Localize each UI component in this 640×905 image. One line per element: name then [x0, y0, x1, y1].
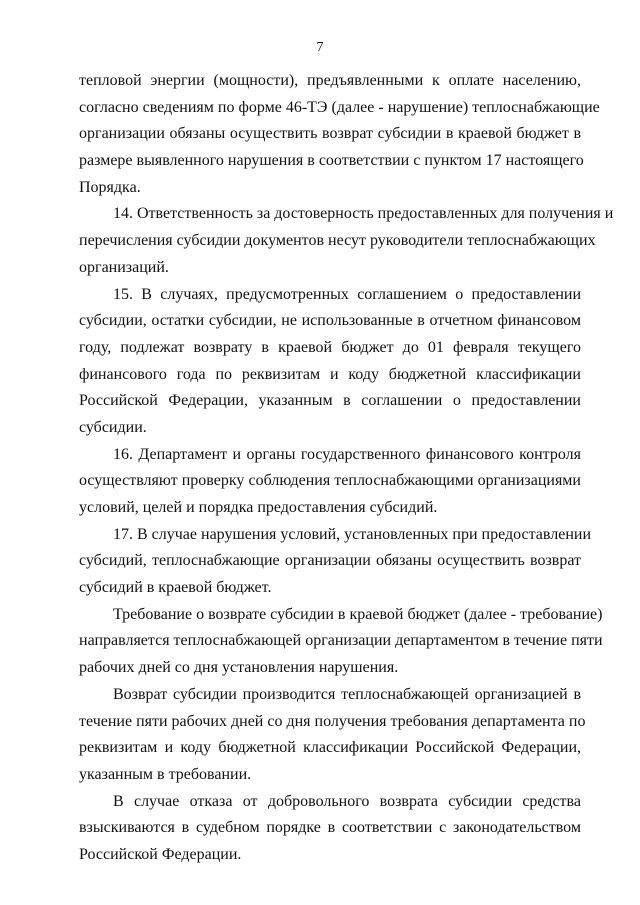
paragraph-14	[79, 201, 614, 281]
text-line: направляется теплоснабжающей организации департаментом в течение пяти	[79, 632, 603, 650]
text-line: Порядка.	[79, 178, 141, 196]
paragraph-refund	[79, 682, 586, 789]
text-line: году, подлежат возврату в краевой бюджет до 01 февраля текущего	[79, 338, 581, 356]
text-line: Российской Федерации.	[79, 845, 242, 863]
page-number: 7	[316, 40, 324, 55]
text-line: организаций.	[79, 258, 169, 276]
text-line: субсидий, теплоснабжающие организации обязаны осуществить возврат	[79, 552, 581, 570]
text-line: 16. Департамент и органы государственного финансового контроля	[113, 445, 581, 463]
text-line: тепловой энергии (мощности), предъявленными к оплате населению,	[79, 72, 581, 89]
document-body	[79, 68, 614, 869]
text-line: субсидии.	[79, 418, 147, 436]
text-line: 14. Ответственность за достоверность предоставленных для получения и	[113, 205, 614, 223]
paragraph-continuation	[79, 68, 600, 201]
text-line: 15. В случаях, предусмотренных соглашением о предоставлении	[113, 285, 581, 303]
text-line: перечисления субсидии документов несут руководители теплоснабжающих	[79, 232, 596, 250]
text-line: Возврат субсидии производится теплоснабжающей организацией в	[113, 685, 581, 703]
text-line: Российской Федерации, указанным в соглашении о предоставлении	[79, 392, 581, 410]
text-line: В случае отказа от добровольного возврата субсидии средства	[113, 792, 581, 810]
text-line: финансового года по реквизитам и коду бюджетной классификации	[79, 365, 581, 383]
text-line: согласно сведениям по форме 46-ТЭ (далее - нарушение) теплоснабжающие	[79, 98, 600, 116]
text-line: организации обязаны осуществить возврат субсидии в краевой бюджет в	[79, 125, 581, 143]
paragraph-16	[79, 442, 581, 522]
paragraph-requirement	[79, 602, 603, 682]
text-line: реквизитам и коду бюджетной классификации Российской Федерации,	[79, 739, 581, 757]
text-line: рабочих дней со дня установления нарушения.	[79, 659, 399, 677]
text-line: течение пяти рабочих дней со дня получения требования департамента по	[79, 712, 586, 730]
text-line: Требование о возврате субсидии в краевой бюджет (далее - требование)	[113, 605, 603, 623]
text-line: указанным в требовании.	[79, 765, 252, 783]
text-line: осуществляют проверку соблюдения теплоснабжающими организациями	[79, 472, 581, 490]
paragraph-17	[79, 522, 592, 602]
text-line: взыскиваются в судебном порядке в соответствии с законодательством	[79, 819, 581, 837]
paragraph-refusal	[79, 789, 581, 869]
text-line: субсидии, остатки субсидии, не использованные в отчетном финансовом	[79, 312, 581, 330]
text-line: субсидий в краевой бюджет.	[79, 579, 272, 597]
text-line: условий, целей и порядка предоставления субсидий.	[79, 499, 438, 516]
text-line: 17. В случае нарушения условий, установленных при предоставлении	[113, 525, 592, 543]
text-line: размере выявленного нарушения в соответствии с пунктом 17 настоящего	[79, 152, 584, 170]
paragraph-15	[79, 282, 581, 442]
